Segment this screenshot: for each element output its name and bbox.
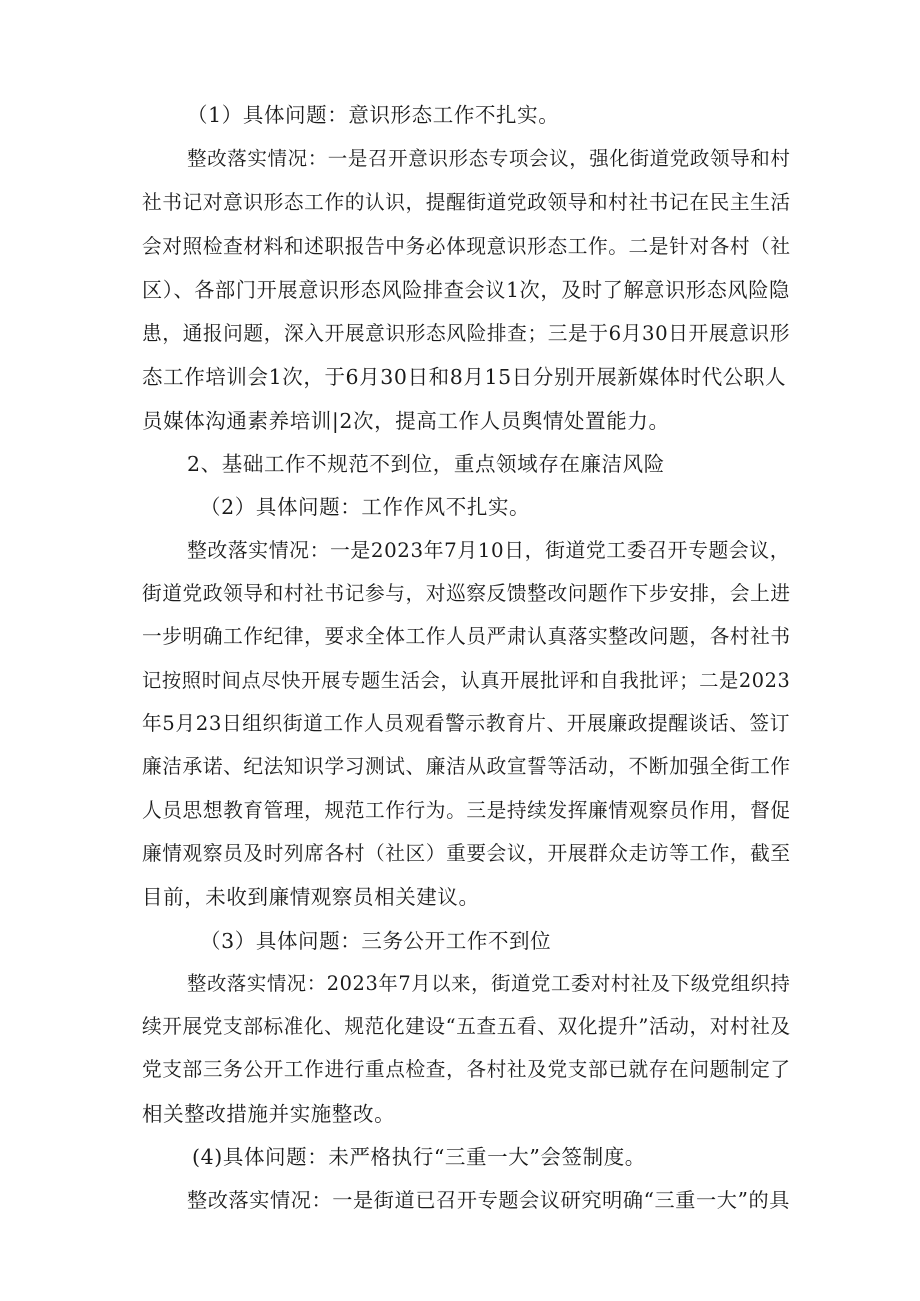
text-line: 廉洁承诺、纪法知识学习测试、廉洁从政宣誓等活动，不断加强全街工作 (142, 755, 791, 778)
text-line: 整改落实情况：一是2023年7月10日，街道党工委召开专题会议， (187, 539, 791, 562)
text-line: 会对照检查材料和述职报告中务必体现意识形态工作。二是针对各村（社 (142, 235, 791, 258)
text-line: （3）具体问题：三务公开工作不到位 (200, 929, 552, 953)
text-line: 廉情观察员及时列席各村（社区）重要会议，开展群众走访等工作，截至 (142, 842, 791, 865)
text-line: 患，通报问题，深入开展意识形态风险排查；三是于6月30日开展意识形 (142, 322, 790, 345)
text-line: 员媒体沟通素养培训|2次，提高工作人员舆情处置能力。 (142, 409, 670, 433)
section-heading: 2、基础工作不规范不到位，重点领域存在廉洁风险 (187, 452, 665, 476)
text-line: （2）具体问题：工作作风不扎实。 (200, 495, 531, 519)
text-line: 年5月23日组织街道工作人员观看警示教育片、开展廉政提醒谈话、签订 (142, 712, 790, 735)
text-line: 区）、各部门开展意识形态风险排查会议1次，及时了解意识形态风险隐 (142, 278, 790, 302)
text-line: 续开展党支部标准化、规范化建设“五查五看、双化提升”活动，对村社及 (142, 1015, 791, 1038)
text-line: (4)具体问题：未严格执行“三重一大”会签制度。 (192, 1145, 646, 1169)
text-line: 人员思想教育管理，规范工作行为。三是持续发挥廉情观察员作用，督促 (142, 799, 791, 822)
text-line: 相关整改措施并实施整改。 (142, 1102, 396, 1126)
text-line: 整改落实情况：2023年7月以来，街道党工委对村社及下级党组织持 (187, 972, 791, 995)
text-line: 目前，未收到廉情观察员相关建议。 (142, 885, 480, 909)
text-line: 党支部三务公开工作进行重点检查，各村社及党支部已就存在问题制定了 (142, 1058, 791, 1081)
text-line: 记按照时间点尽快开展专题生活会，认真开展批评和自我批评；二是2023 (142, 669, 791, 692)
text-line: 一步明确工作纪律，要求全体工作人员严肃认真落实整改问题，各村社书 (142, 625, 791, 648)
text-line: 整改落实情况：一是街道已召开专题会议研究明确“三重一大”的具 (187, 1188, 790, 1212)
text-line: （1）具体问题：意识形态工作不扎实。 (187, 103, 560, 127)
text-line: 态工作培训会1次，于6月30日和8月15日分别开展新媒体时代公职人 (142, 365, 787, 389)
text-line: 整改落实情况：一是召开意识形态专项会议，强化街道党政领导和村 (187, 147, 791, 170)
text-line: 社书记对意识形态工作的认识，提醒街道党政领导和村社书记在民主生活 (142, 191, 791, 214)
text-line: 街道党政领导和村社书记参与，对巡察反馈整改问题作下步安排，会上进 (142, 582, 791, 605)
